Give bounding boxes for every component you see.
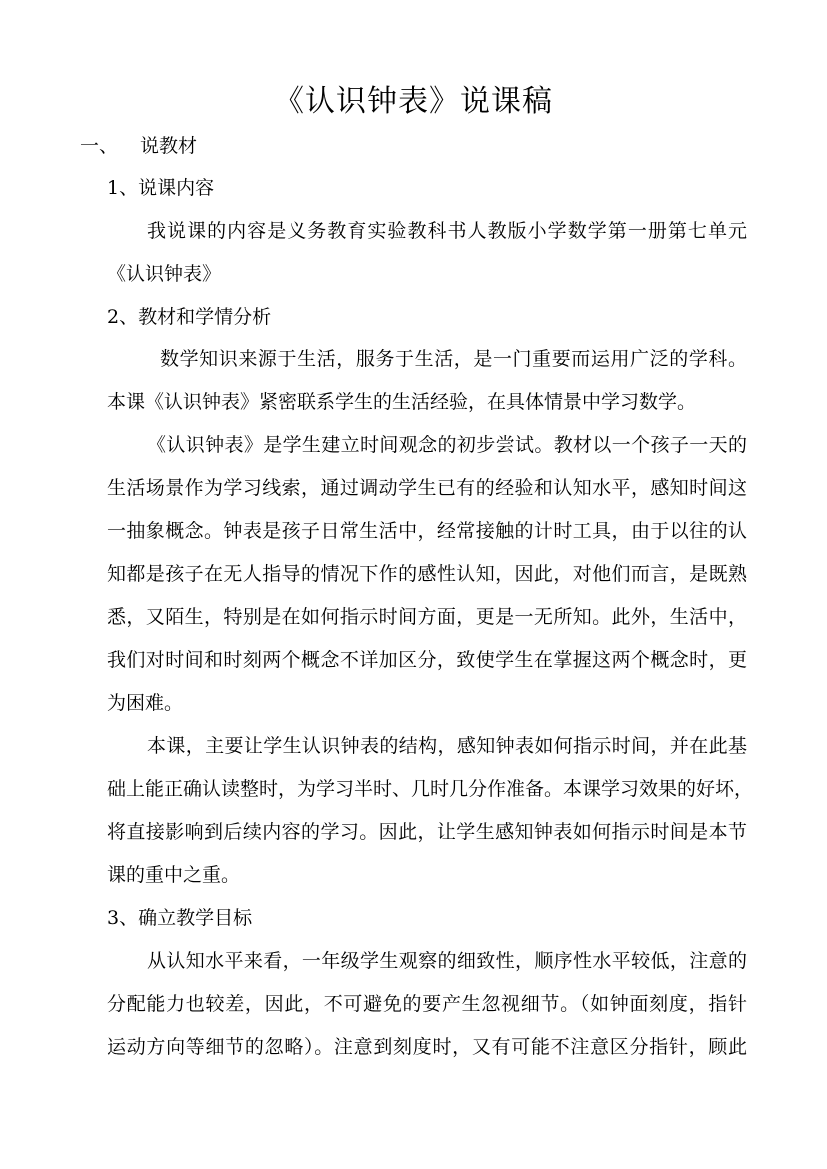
section-3-heading: 3、确立教学目标 bbox=[107, 907, 253, 929]
section-1-heading: 1、说课内容 bbox=[107, 177, 215, 199]
paragraph-line: 础上能正确认读整时，为学习半时、几时几分作准备。本课学习效果的好坏， bbox=[107, 778, 754, 800]
paragraph-line: 本课，主要让学生认识钟表的结构，感知钟表如何指示时间，并在此基 bbox=[147, 735, 747, 757]
paragraph-line: 知都是孩子在无人指导的情况下作的感性认知，因此，对他们而言，是既熟 bbox=[107, 563, 747, 585]
paragraph-line: 为困难。 bbox=[107, 692, 184, 714]
paragraph-line: 课的重中之重。 bbox=[107, 864, 241, 886]
paragraph-line: 分配能力也较差，因此，不可避免的要产生忽视细节。（如钟面刻度，指针 bbox=[107, 993, 747, 1015]
paragraph-line: 我们对时间和时刻两个概念不详加区分，致使学生在掌握这两个概念时，更 bbox=[107, 649, 747, 671]
part-number: 一、 bbox=[80, 135, 119, 157]
paragraph-line: 我说课的内容是义务教育实验教科书人教版小学数学第一册第七单元 bbox=[147, 220, 747, 242]
section-2-heading: 2、教材和学情分析 bbox=[107, 306, 272, 328]
paragraph-line: 《认识钟表》是学生建立时间观念的初步尝试。教材以一个孩子一天的 bbox=[147, 434, 747, 456]
paragraph-line: 本课《认识钟表》紧密联系学生的生活经验，在具体情景中学习数学。 bbox=[107, 391, 697, 413]
paragraph-line: 从认知水平来看，一年级学生观察的细致性，顺序性水平较低，注意的 bbox=[147, 950, 747, 972]
paragraph-line: 《认识钟表》 bbox=[107, 263, 222, 285]
paragraph-line: 运动方向等细节的忽略）。注意到刻度时，又有可能不注意区分指针，顾此 bbox=[107, 1036, 747, 1058]
page-title: 《认识钟表》说课稿 bbox=[274, 84, 553, 119]
paragraph-line: 悉，又陌生，特别是在如何指示时间方面，更是一无所知。此外，生活中， bbox=[107, 606, 747, 628]
paragraph-line: 数学知识来源于生活，服务于生活，是一门重要而运用广泛的学科。 bbox=[160, 348, 747, 370]
part-heading: 说教材 bbox=[140, 135, 198, 157]
paragraph-line: 将直接影响到后续内容的学习。因此，让学生感知钟表如何指示时间是本节 bbox=[107, 821, 747, 843]
paragraph-line: 一抽象概念。钟表是孩子日常生活中，经常接触的计时工具，由于以往的认 bbox=[107, 520, 747, 542]
paragraph-line: 生活场景作为学习线索，通过调动学生已有的经验和认知水平，感知时间这 bbox=[107, 477, 747, 499]
